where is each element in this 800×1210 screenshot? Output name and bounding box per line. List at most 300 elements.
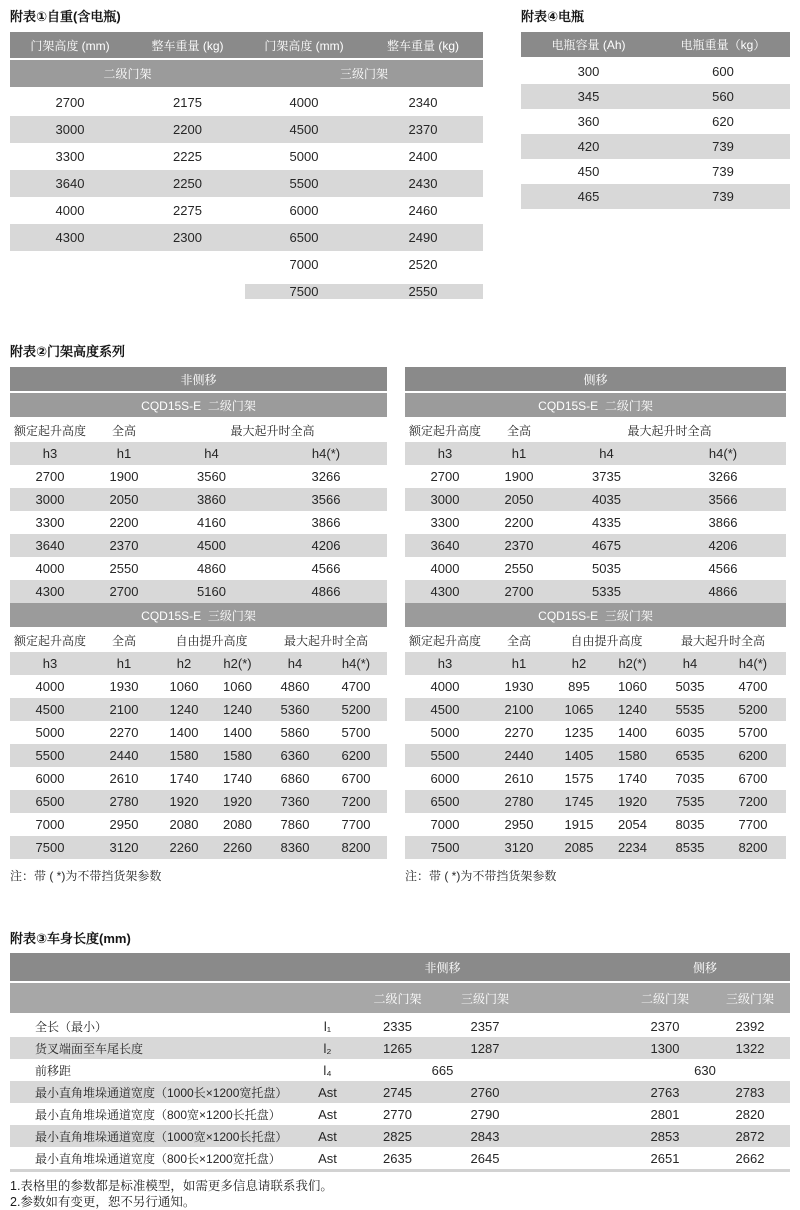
value-cell: 4035 — [592, 492, 621, 507]
value-cell: 5200 — [341, 702, 371, 717]
value-cell: 2225 — [173, 149, 202, 164]
symbol-header: h1 — [511, 446, 527, 461]
mast-data-row — [405, 557, 786, 580]
value-cell: 5535 — [675, 702, 705, 717]
sideshift-block — [405, 367, 786, 884]
value-cell: 2610 — [504, 771, 534, 786]
value-cell: 4500 — [289, 122, 319, 137]
dimension-symbol: Ast — [318, 1150, 337, 1166]
mast-data-row — [10, 580, 387, 603]
group-header: 额定起升高度 — [408, 634, 481, 648]
symbol-header: h3 — [437, 656, 453, 671]
value-cell: 1580 — [223, 748, 252, 763]
value-cell: 620 — [712, 114, 734, 129]
self-weight-table-title: 附表①自重(含电瓶) — [10, 9, 121, 24]
symbol-header: h1 — [116, 446, 132, 461]
value-cell: 7200 — [738, 794, 768, 809]
value-cell: 4206 — [311, 538, 341, 553]
table1-data-row — [10, 89, 483, 116]
value-cell: 3266 — [311, 469, 341, 484]
symbol-header: h4(*) — [341, 656, 371, 671]
value-cell: 2440 — [109, 748, 139, 763]
value-cell: 1900 — [109, 469, 139, 484]
symbol-header: h4(*) — [708, 446, 738, 461]
mast-height-series-title: 附表②门架高度系列 — [10, 344, 126, 359]
value-cell: 2370 — [408, 122, 438, 137]
value-cell: 2853 — [650, 1128, 680, 1144]
symbol-header: h2 — [571, 656, 587, 671]
mast-data-row — [405, 721, 786, 744]
value-cell: 4300 — [55, 230, 85, 245]
value-cell: 2550 — [109, 561, 139, 576]
value-cell: 2700 — [109, 584, 139, 599]
value-cell: 5500 — [289, 176, 319, 191]
value-cell: 1745 — [564, 794, 594, 809]
value-cell: 345 — [577, 89, 600, 104]
mast-data-row — [405, 790, 786, 813]
symbol-header-row — [405, 442, 786, 465]
value-cell: 1575 — [564, 771, 594, 786]
value-cell: 2370 — [504, 538, 534, 553]
dimension-label: 最小直角堆垛通道宽度（1000宽×1200长托盘） — [35, 1129, 288, 1144]
table3-data-row — [10, 1103, 790, 1125]
value-cell: 1740 — [618, 771, 647, 786]
value-cell: 2780 — [109, 794, 139, 809]
value-cell: 2662 — [735, 1150, 765, 1166]
value-cell: 895 — [568, 679, 590, 694]
value-cell: 2430 — [408, 176, 438, 191]
value-cell: 1300 — [650, 1040, 680, 1056]
sideshift-table — [405, 367, 786, 859]
model-header-row — [405, 393, 786, 419]
body-length-table-title: 附表③车身长度(mm) — [10, 931, 131, 946]
value-cell: 450 — [577, 164, 600, 179]
group-header: 最大起升时全高 — [680, 634, 765, 648]
model-header-row — [10, 393, 387, 419]
group-header: 全高 — [506, 424, 531, 438]
value-cell: 7000 — [35, 817, 65, 832]
dimension-symbol: l₁ — [323, 1018, 332, 1034]
footer-note-2: 2.参数如有变更，恕不另行通知。 — [10, 1195, 196, 1209]
value-cell: 2200 — [173, 122, 202, 137]
table1-data-row — [10, 143, 483, 170]
value-cell: 4000 — [289, 95, 319, 110]
table3-data-row — [10, 1037, 790, 1059]
symbol-header: h2(*) — [618, 656, 647, 671]
group-header: 额定起升高度 — [13, 424, 86, 438]
column-header: 三级门架 — [725, 991, 774, 1006]
value-cell: 5700 — [341, 725, 371, 740]
group-header: 额定起升高度 — [13, 634, 86, 648]
value-cell: 2340 — [408, 95, 438, 110]
shift-type-header-row — [10, 367, 387, 393]
value-cell: 2700 — [430, 469, 460, 484]
value-cell: 2825 — [383, 1128, 412, 1144]
model-header-row — [405, 603, 786, 629]
value-cell: 2520 — [408, 257, 438, 272]
value-cell: 5000 — [35, 725, 65, 740]
table1-data-row — [10, 224, 483, 251]
mast-data-row — [10, 675, 387, 698]
mast-data-row — [10, 790, 387, 813]
value-cell: 5000 — [430, 725, 460, 740]
value-cell: 2780 — [504, 794, 534, 809]
table4-data-row — [521, 184, 790, 209]
mast-data-row — [10, 465, 387, 488]
mast-data-row — [405, 744, 786, 767]
value-cell: 7860 — [280, 817, 310, 832]
value-cell: 2357 — [470, 1018, 500, 1034]
value-cell: 1920 — [618, 794, 647, 809]
value-cell: 3640 — [55, 176, 85, 191]
value-cell: 3566 — [311, 492, 341, 507]
value-cell: 7700 — [341, 817, 371, 832]
value-cell: 1322 — [735, 1040, 765, 1056]
value-cell: 8200 — [341, 840, 371, 855]
value-cell: 4300 — [35, 584, 65, 599]
value-cell: 7200 — [341, 794, 371, 809]
value-cell: 4566 — [708, 561, 738, 576]
value-cell: 5360 — [280, 702, 310, 717]
mast-data-row — [405, 465, 786, 488]
value-cell: 4866 — [311, 584, 341, 599]
value-cell: 2490 — [408, 230, 438, 245]
table3-sub-header-row — [10, 983, 790, 1015]
value-cell: 7500 — [35, 840, 65, 855]
sideshift-note: 注：带 ( *)为不带挡货架参数 — [405, 869, 557, 883]
value-cell: 2335 — [383, 1018, 412, 1034]
value-cell: 630 — [694, 1062, 716, 1078]
value-cell: 465 — [577, 189, 600, 204]
symbol-header-row — [10, 652, 387, 675]
value-cell: 2745 — [383, 1084, 412, 1100]
value-cell: 2260 — [169, 840, 199, 855]
value-cell: 8360 — [280, 840, 310, 855]
value-cell: 5000 — [289, 149, 319, 164]
value-cell: 7500 — [430, 840, 460, 855]
mast-data-row — [10, 813, 387, 836]
battery-table-title: 附表④电瓶 — [521, 9, 585, 24]
value-cell: 1930 — [504, 679, 534, 694]
column-header: 电瓶重量（kg） — [680, 38, 766, 52]
value-cell: 3120 — [504, 840, 534, 855]
table1-mast-group-row — [10, 60, 483, 89]
value-cell: 6860 — [280, 771, 310, 786]
value-cell: 360 — [577, 114, 600, 129]
value-cell: 5500 — [430, 748, 460, 763]
value-cell: 4860 — [280, 679, 310, 694]
table4-data-row — [521, 134, 790, 159]
mast-data-row — [405, 580, 786, 603]
shift-type-label: 非侧移 — [180, 372, 217, 387]
value-cell: 7700 — [738, 817, 768, 832]
mast-group-header: 二级门架 — [103, 67, 152, 81]
table3-data-row — [10, 1125, 790, 1147]
value-cell: 2370 — [650, 1018, 680, 1034]
value-cell: 2100 — [504, 702, 534, 717]
value-cell: 2872 — [735, 1128, 765, 1144]
value-cell: 2270 — [504, 725, 534, 740]
column-group-row — [405, 419, 786, 442]
column-header: 电瓶容量 (Ah) — [551, 38, 626, 52]
value-cell: 3640 — [430, 538, 460, 553]
symbol-header: h4 — [287, 656, 303, 671]
value-cell: 6500 — [289, 230, 319, 245]
table4-header-row — [521, 32, 790, 59]
symbol-header: h2 — [176, 656, 192, 671]
value-cell: 2635 — [383, 1150, 412, 1166]
value-cell: 8535 — [675, 840, 705, 855]
symbol-header: h1 — [511, 656, 527, 671]
symbol-header: h3 — [42, 656, 58, 671]
value-cell: 4700 — [738, 679, 768, 694]
group-header: 最大起升时全高 — [283, 634, 368, 648]
group-header: 自由提升高度 — [175, 634, 248, 648]
dimension-symbol: l₂ — [323, 1040, 332, 1056]
mast-data-row — [405, 675, 786, 698]
value-cell: 2700 — [504, 584, 534, 599]
value-cell: 3866 — [311, 515, 341, 530]
mast-data-row — [10, 721, 387, 744]
value-cell: 2270 — [109, 725, 139, 740]
mast-section — [10, 367, 790, 884]
dimension-symbol: l₄ — [323, 1062, 332, 1078]
symbol-header-row — [405, 652, 786, 675]
mast-group-header: 三级门架 — [339, 67, 388, 81]
symbol-header: h1 — [116, 656, 132, 671]
group-header: 最大起升时全高 — [627, 424, 712, 438]
value-cell: 4000 — [430, 561, 460, 576]
value-cell: 1930 — [109, 679, 139, 694]
footer-note-1: 1.表格里的参数都是标准模型，如需更多信息请联系我们。 — [10, 1179, 333, 1193]
value-cell: 7000 — [430, 817, 460, 832]
value-cell: 1580 — [618, 748, 647, 763]
value-cell: 2080 — [223, 817, 252, 832]
mast-data-row — [405, 698, 786, 721]
dimension-label: 最小直角堆垛通道宽度（1000长×1200宽托盘） — [35, 1085, 288, 1100]
value-cell: 4500 — [430, 702, 460, 717]
value-cell: 7535 — [675, 794, 705, 809]
table4-data-row — [521, 59, 790, 84]
value-cell: 2175 — [173, 95, 202, 110]
value-cell: 1240 — [223, 702, 252, 717]
value-cell: 560 — [712, 89, 734, 104]
value-cell: 2085 — [564, 840, 594, 855]
value-cell: 2250 — [173, 176, 202, 191]
value-cell: 3566 — [708, 492, 738, 507]
column-header: 三级门架 — [460, 991, 509, 1006]
dimension-symbol: Ast — [318, 1106, 337, 1122]
model-label: CQD15S-E 三级门架 — [538, 608, 653, 623]
value-cell: 4000 — [35, 679, 65, 694]
value-cell: 2770 — [383, 1106, 412, 1122]
column-group-row — [405, 629, 786, 652]
mast-data-row — [10, 767, 387, 790]
value-cell: 2950 — [504, 817, 534, 832]
value-cell: 739 — [712, 139, 734, 154]
value-cell: 1265 — [383, 1040, 412, 1056]
self-weight-block — [10, 6, 483, 305]
value-cell: 5200 — [738, 702, 768, 717]
mast-data-row — [405, 767, 786, 790]
table1-data-row — [10, 251, 483, 278]
value-cell: 2550 — [504, 561, 534, 576]
dimension-label: 货叉端面至车尾长度 — [35, 1041, 144, 1056]
model-label: CQD15S-E 二级门架 — [538, 398, 653, 413]
table1-header-row — [10, 32, 483, 60]
value-cell: 2790 — [470, 1106, 500, 1122]
value-cell: 4300 — [430, 584, 460, 599]
value-cell: 2763 — [650, 1084, 680, 1100]
value-cell: 6200 — [738, 748, 768, 763]
value-cell: 6535 — [675, 748, 705, 763]
value-cell: 1740 — [169, 771, 199, 786]
value-cell: 6200 — [341, 748, 371, 763]
value-cell: 300 — [577, 64, 600, 79]
value-cell: 1740 — [223, 771, 252, 786]
mast-data-row — [405, 511, 786, 534]
mast-data-row — [405, 534, 786, 557]
non-sideshift-block — [10, 367, 387, 884]
symbol-header: h4 — [599, 446, 614, 461]
mast-data-row — [405, 836, 786, 859]
group-header: 全高 — [506, 634, 531, 648]
group-header: 最大起升时全高 — [230, 424, 315, 438]
value-cell: 5035 — [675, 679, 705, 694]
group-header: 全高 — [111, 424, 136, 438]
table3-data-row — [10, 1147, 790, 1169]
group-header: 全高 — [111, 634, 136, 648]
value-cell: 1900 — [504, 469, 534, 484]
mast-data-row — [10, 836, 387, 859]
table3-data-row — [10, 1081, 790, 1103]
value-cell: 1060 — [169, 679, 199, 694]
value-cell: 2700 — [55, 95, 85, 110]
value-cell: 8200 — [738, 840, 768, 855]
value-cell: 4160 — [197, 515, 226, 530]
value-cell: 3640 — [35, 538, 65, 553]
value-cell: 2460 — [408, 203, 438, 218]
footer-notes — [10, 1178, 790, 1210]
value-cell: 3735 — [592, 469, 621, 484]
value-cell: 1065 — [564, 702, 594, 717]
value-cell: 665 — [431, 1062, 454, 1078]
value-cell: 3000 — [430, 492, 460, 507]
non-sideshift-note: 注：带 ( *)为不带挡货架参数 — [10, 869, 162, 883]
symbol-header: h4 — [204, 446, 219, 461]
value-cell: 1400 — [169, 725, 199, 740]
value-cell: 2550 — [363, 284, 483, 299]
value-cell: 2200 — [504, 515, 534, 530]
value-cell: 2100 — [109, 702, 139, 717]
model-label: CQD15S-E 二级门架 — [141, 398, 256, 413]
value-cell: 6700 — [738, 771, 768, 786]
value-cell: 1920 — [223, 794, 252, 809]
value-cell: 3866 — [708, 515, 738, 530]
value-cell: 4000 — [35, 561, 65, 576]
table3-group-header-row — [10, 953, 790, 983]
value-cell: 7500 — [245, 284, 363, 299]
value-cell: 3000 — [35, 492, 65, 507]
value-cell: 2801 — [650, 1106, 680, 1122]
symbol-header: h3 — [42, 446, 58, 461]
value-cell: 7360 — [280, 794, 310, 809]
column-header: 门架高度 (mm) — [30, 38, 110, 53]
dimension-symbol: Ast — [318, 1084, 337, 1100]
group-header: 自由提升高度 — [570, 634, 643, 648]
symbol-header-row — [10, 442, 387, 465]
mast-data-row — [405, 813, 786, 836]
value-cell: 2392 — [735, 1018, 765, 1034]
value-cell: 3266 — [708, 469, 738, 484]
value-cell: 7000 — [289, 257, 319, 272]
column-group-row — [10, 419, 387, 442]
symbol-header: h4(*) — [311, 446, 341, 461]
group-header: 额定起升高度 — [408, 424, 481, 438]
value-cell: 1240 — [618, 702, 647, 717]
dimension-symbol: Ast — [318, 1128, 337, 1144]
value-cell: 2783 — [735, 1084, 765, 1100]
value-cell: 5160 — [197, 584, 226, 599]
table1-data-row — [10, 278, 483, 305]
mast-data-row — [10, 534, 387, 557]
value-cell: 4000 — [430, 679, 460, 694]
column-header: 整车重量 (kg) — [386, 38, 459, 53]
value-cell: 2260 — [223, 840, 252, 855]
value-cell: 2050 — [109, 492, 139, 507]
value-cell: 3860 — [197, 492, 226, 507]
value-cell: 739 — [712, 164, 734, 179]
value-cell: 3300 — [55, 149, 85, 164]
column-header: 门架高度 (mm) — [264, 38, 344, 53]
value-cell: 2760 — [470, 1084, 500, 1100]
value-cell: 5500 — [35, 748, 65, 763]
value-cell: 6000 — [430, 771, 460, 786]
group-header: 侧移 — [692, 960, 717, 975]
value-cell: 2440 — [504, 748, 534, 763]
value-cell: 1580 — [169, 748, 199, 763]
value-cell: 8035 — [675, 817, 705, 832]
value-cell: 5035 — [592, 561, 621, 576]
value-cell: 2400 — [408, 149, 438, 164]
value-cell: 1240 — [169, 702, 199, 717]
value-cell: 6000 — [35, 771, 65, 786]
value-cell: 2080 — [169, 817, 199, 832]
model-header-row — [10, 603, 387, 629]
value-cell: 3120 — [109, 840, 139, 855]
table1-data-row — [10, 116, 483, 143]
value-cell: 4206 — [708, 538, 738, 553]
symbol-header: h2(*) — [223, 656, 252, 671]
value-cell: 2275 — [173, 203, 202, 218]
table3-data-row — [10, 1059, 790, 1081]
group-header: 非侧移 — [424, 960, 461, 975]
value-cell: 2950 — [109, 817, 139, 832]
column-header: 二级门架 — [640, 991, 689, 1006]
symbol-header: h4 — [682, 656, 698, 671]
value-cell: 3560 — [197, 469, 226, 484]
value-cell: 2054 — [618, 817, 647, 832]
table1-data-row — [10, 197, 483, 224]
value-cell: 1235 — [564, 725, 594, 740]
value-cell: 2200 — [109, 515, 139, 530]
dimension-label: 最小直角堆垛通道宽度（800宽×1200长托盘） — [35, 1107, 281, 1122]
value-cell: 5700 — [738, 725, 768, 740]
value-cell: 1400 — [223, 725, 252, 740]
table1-data-row — [10, 170, 483, 197]
value-cell: 1060 — [618, 679, 647, 694]
value-cell: 6500 — [430, 794, 460, 809]
